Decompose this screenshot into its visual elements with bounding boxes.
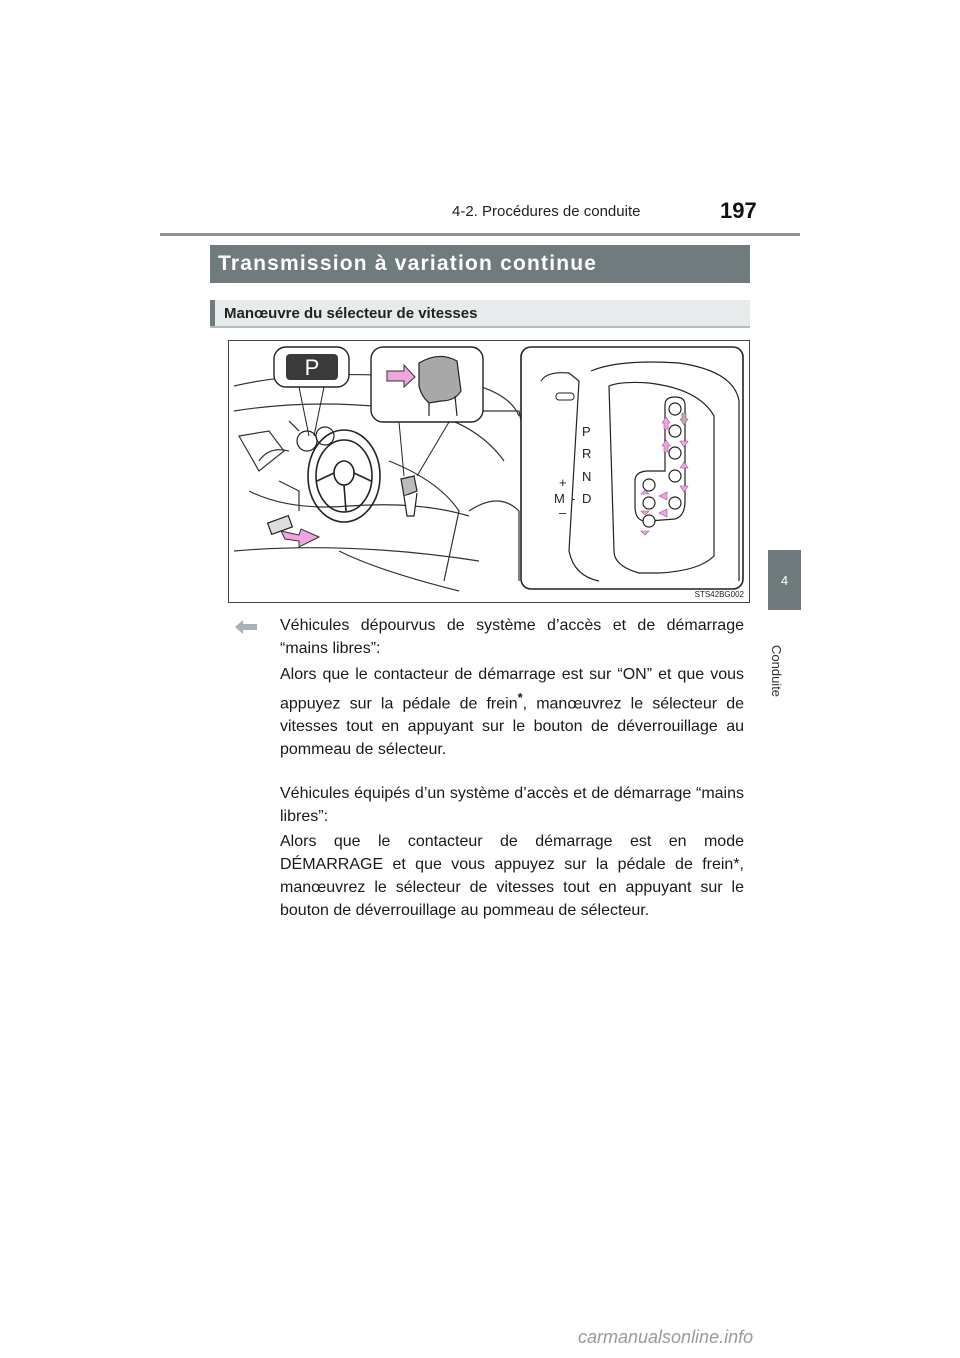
figure-code: STS42BG002 <box>694 590 744 599</box>
shift-gate-diagram <box>521 347 743 589</box>
chapter-tab <box>768 550 801 610</box>
brake-pedal-sketch <box>268 516 293 535</box>
gear-label-n: N <box>582 469 592 484</box>
header-rule <box>160 233 800 236</box>
subsection-title: Manœuvre du sélecteur de vitesses <box>224 305 478 322</box>
gate-slot-mark <box>556 393 574 400</box>
section-title-text: Transmission à variation continue <box>218 252 598 275</box>
gear-label-r: R <box>582 446 592 461</box>
bullet-arrow-icon <box>235 620 257 634</box>
cabin-shift-lever <box>401 476 417 516</box>
p-button-label: P <box>304 355 320 380</box>
subsection-bar <box>210 300 750 328</box>
shift-knob-graphic <box>419 356 461 403</box>
manual-dash-label: - <box>571 491 576 506</box>
p2-text-after: , manœuvrez le sélecteur de vitesses tout en appuyant sur le bouton de déverrouillage au pommeau de sélecteur. <box>280 695 745 759</box>
steering-wheel-sketch <box>308 430 380 522</box>
manual-plus-label: + <box>559 475 567 490</box>
illustration-svg <box>229 341 749 602</box>
section-header: 4-2. Procédures de conduite <box>452 203 641 220</box>
gear-label-p: P <box>582 424 591 439</box>
chapter-label: Conduite <box>769 645 784 698</box>
manual-m-label: M <box>554 491 565 506</box>
paragraph-smart-entry: Véhicules équipés d’un système d’accès et de démarrage “mains libres”: <box>280 785 744 825</box>
footnote-star: * <box>517 690 523 705</box>
gear-label-d: D <box>582 491 592 506</box>
watermark: carmanualsonline.info <box>578 1327 754 1347</box>
shift-lever-illustration <box>228 340 750 603</box>
section-title <box>210 245 750 283</box>
paragraph-start-mode: Alors que le contacteur de démarrage est en mode DÉMARRAGE et que vous appuyez sur la pédale de frein*, manœuvrez le sélecteur de vitesses tout en appuyant sur le bouton de déverrouillage au pommeau de sélecteur. <box>280 833 744 919</box>
page-number: 197 <box>720 198 757 223</box>
paragraph-no-smart-entry: Véhicules dépourvus de système d’accès et de démarrage “mains libres”: <box>280 617 744 657</box>
subsection-accent <box>210 300 215 326</box>
manual-minus-label: – <box>559 505 567 520</box>
chapter-number: 4 <box>780 572 789 588</box>
brake-pedal-arrow <box>281 529 319 547</box>
paragraph-on-mode <box>280 663 744 761</box>
p2-text-before: Alors que le contacteur de démarrage est sur “ON” et que vous appuyez sur la pédale de frein <box>280 666 744 713</box>
